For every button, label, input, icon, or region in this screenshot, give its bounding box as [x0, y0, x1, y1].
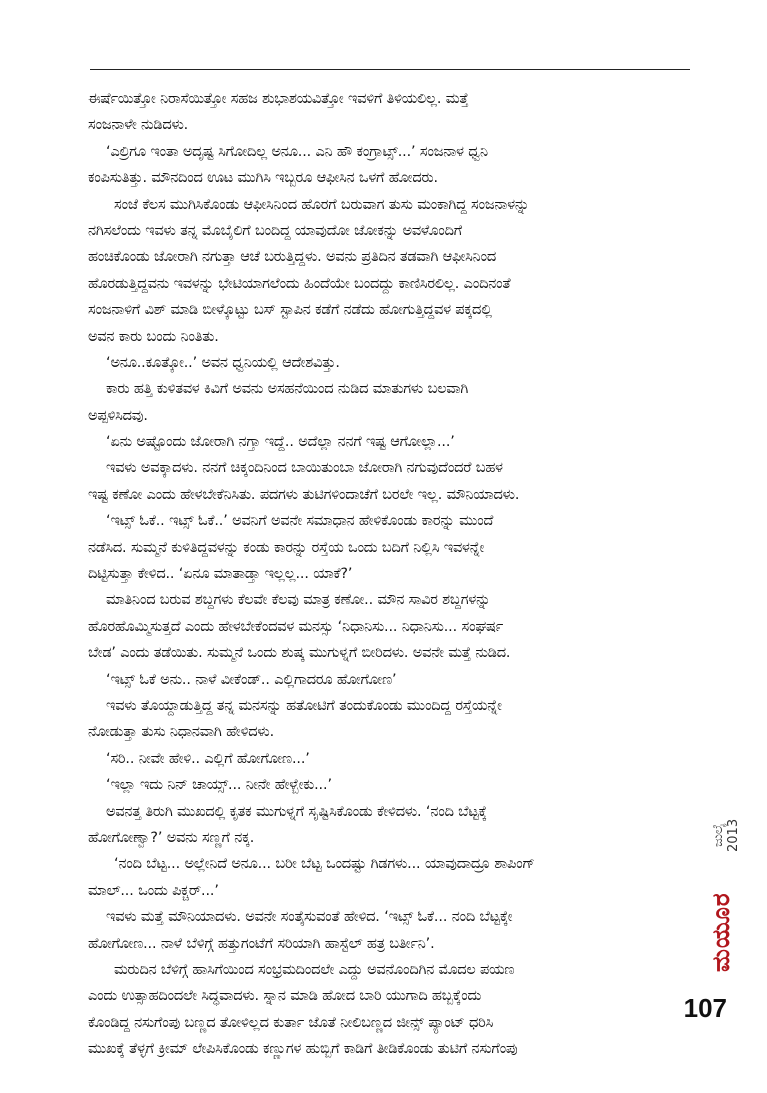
text-line: ಹೋಗೋಣ... ನಾಳೆ ಬೆಳಿಗ್ಗೆ ಹತ್ತುಗಂಟೆಗೆ ಸರಿಯಾಗಿ ಹಾಸ್ಟೆಲ್ ಹತ್ರ ಬರ್ತೀನಿ’. — [88, 935, 435, 952]
magazine-side-mark — [707, 805, 741, 995]
magazine-logo: ಮಯೂರ — [707, 892, 735, 972]
text-line: ಮುಖಕ್ಕೆ ತೆಳ್ಳಗೆ ಕ್ರೀಮ್ ಲೇಪಿಸಿಕೊಂಡು ಕಣ್ಣುಗಳ ಹುಬ್ಬಿಗೆ ಕಾಡಿಗೆ ತೀಡಿಕೊಂಡು ತುಟಿಗೆ ನಸುಗೆಂಪು — [88, 1041, 518, 1058]
text-line: ಸಂಜನಾಳಿಗೆ ವಿಶ್ ಮಾಡಿ ಬೀಳ್ಕೊಟ್ಟು ಬಸ್ ಸ್ಟಾಪಿನ ಕಡೆಗೆ ನಡೆದು ಹೋಗುತ್ತಿದ್ದವಳ ಪಕ್ಕದಲ್ಲಿ — [88, 302, 492, 319]
page-number: 107 — [683, 993, 727, 1023]
text-line: ಈರ್ಷೆಯಿತ್ತೋ ನಿರಾಸೆಯಿತ್ತೋ ಸಹಜ ಶುಭಾಶಯವಿತ್ತೋ ಇವಳಿಗೆ ತಿಳಿಯಲಿಲ್ಲ. ಮತ್ತೆ — [88, 91, 469, 107]
text-line: ಹೊರಹೊಮ್ಮಿಸುತ್ತದೆ ಎಂದು ಹೇಳಬೇಕೆಂದವಳ ಮನಸ್ಸು ‘ನಿಧಾನಿಸು... ನಿಧಾನಿಸು... ಸಂಘರ್ಷ — [88, 618, 504, 635]
text-line: ಹೋಗೋಣ್ವಾ?’ ಅವನು ಸಣ್ಣಗೆ ನಕ್ಕ. — [88, 829, 255, 846]
text-line: ಕೊಂಡಿದ್ದ ನಸುಗೆಂಪು ಬಣ್ಣದ ತೋಳಿಲ್ಲದ ಕುರ್ತಾ ಜೊತೆ ನೀಲಿಬಣ್ಣದ ಜೀನ್ಸ್ ಪ್ಯಾಂಟ್ ಧರಿಸಿ — [88, 1014, 494, 1031]
text-line: ಹೊರಡುತ್ತಿದ್ದವನು ಇವಳನ್ನು ಭೇಟಿಯಾಗಲೆಂದು ಹಿಂದೆಯೇ ಬಂದದ್ದು ಕಾಣಿಸಿರಲಿಲ್ಲ. ಎಂದಿನಂತೆ — [88, 275, 511, 292]
text-line: ‘ಎಲ್ರಿಗೂ ಇಂತಾ ಅದೃಷ್ಟ ಸಿಗೋದಿಲ್ಲ ಅನೂ... ಎನಿ ಹೌ ಕಂಗ್ರಾಟ್ಸ್...’ ಸಂಜನಾಳ ಧ್ವನಿ — [106, 143, 488, 160]
text-line: ಬೇಡ’ ಎಂದು ತಡೆಯಿತು. ಸುಮ್ಮನೆ ಒಂದು ಶುಷ್ಕ ಮುಗುಳ್ನಗೆ ಬೀರಿದಳು. ಅವನೇ ಮತ್ತೆ ನುಡಿದ. — [88, 645, 511, 662]
article-body — [88, 86, 678, 1062]
text-line: ‘ನಂದಿ ಬೆಟ್ಟ... ಅಲ್ಲೇನಿದೆ ಅನೂ... ಬರೀ ಬೆಟ್ಟ ಒಂದಷ್ಟು ಗಿಡಗಳು... ಯಾವುದಾದ್ರೂ ಶಾಪಿಂಗ್ — [114, 856, 535, 873]
text-line: ‘ಇಟ್ಸ್ ಓಕೆ ಅನು.. ನಾಳೆ ವೀಕೆಂಡ್.. ಎಲ್ಲಿಗಾದರೂ ಹೋಗೋಣ’ — [106, 671, 397, 688]
text-line: ಸಂಜೆ ಕೆಲಸ ಮುಗಿಸಿಕೊಂಡು ಆಫೀಸಿನಿಂದ ಹೊರಗೆ ಬರುವಾಗ ತುಸು ಮಂಕಾಗಿದ್ದ ಸಂಜನಾಳನ್ನು — [114, 196, 530, 213]
issue-date: ಜುಲೈ 2013 — [711, 818, 741, 852]
text-line: ಅವನತ್ತ ತಿರುಗಿ ಮುಖದಲ್ಲಿ ಕೃತಕ ಮುಗುಳ್ನಗೆ ಸೃಷ್ಟಿಸಿಕೊಂಡು ಕೇಳಿದಳು. ‘ನಂದಿ ಬೆಟ್ಟಕ್ಕೆ — [106, 803, 487, 820]
text-line: ಹಂಚಿಕೊಂಡು ಜೋರಾಗಿ ನಗುತ್ತಾ ಆಚೆ ಬರುತ್ತಿದ್ದಳು. ಅವನು ಪ್ರತಿದಿನ ತಡವಾಗಿ ಆಫೀಸಿನಿಂದ — [88, 249, 496, 266]
text-line: ಅವನ ಕಾರು ಬಂದು ನಿಂತಿತು. — [88, 328, 219, 345]
text-line: ನಡೆಸಿದ. ಸುಮ್ಮನೆ ಕುಳಿತಿದ್ದವಳನ್ನು ಕಂಡು ಕಾರನ್ನು ರಸ್ತೆಯ ಒಂದು ಬದಿಗೆ ನಿಲ್ಲಿಸಿ ಇವಳನ್ನೇ — [88, 539, 485, 556]
text-line: ಇವಳು ತೊಯ್ದಾಡುತ್ತಿದ್ದ ತನ್ನ ಮನಸನ್ನು ಹತೋಟಿಗೆ ತಂದುಕೊಂಡು ಮುಂದಿದ್ದ ರಸ್ತೆಯನ್ನೇ — [106, 697, 502, 714]
text-line: ಇವಳು ಮತ್ತೆ ಮೌನಿಯಾದಳು. ಅವನೇ ಸಂತೈಸುವಂತೆ ಹೇಳಿದ. ‘ಇಟ್ಸ್ ಓಕೆ... ನಂದಿ ಬೆಟ್ಟಕ್ಕೇ — [106, 909, 513, 926]
text-line: ಅಪ್ಪಳಿಸಿದವು. — [88, 407, 148, 424]
text-line: ‘ಅನೂ..ಕೂತ್ಕೋ..’ ಅವನ ಧ್ವನಿಯಲ್ಲಿ ಆದೇಶವಿತ್ತು. — [106, 354, 340, 371]
text-line: ಮಾತಿನಿಂದ ಬರುವ ಶಬ್ದಗಳು ಕೆಲವೇ ಕೆಲವು ಮಾತ್ರ ಕಣೋ.. ಮೌನ ಸಾವಿರ ಶಬ್ದಗಳನ್ನು — [106, 592, 491, 609]
text-line: ಕಂಪಿಸುತಿತ್ತು. ಮೌನದಿಂದ ಊಟ ಮುಗಿಸಿ ಇಬ್ಬರೂ ಆಫೀಸಿನ ಒಳಗೆ ಹೋದರು. — [88, 170, 438, 187]
text-line: ‘ಸರಿ.. ನೀವೇ ಹೇಳಿ.. ಎಲ್ಲಿಗೆ ಹೋಗೋಣ...’ — [106, 750, 310, 767]
text-line: ನೋಡುತ್ತಾ ತುಸು ನಿಧಾನವಾಗಿ ಹೇಳಿದಳು. — [88, 724, 275, 741]
text-line: ‘ಇಟ್ಸ್ ಓಕೆ.. ಇಟ್ಸ್ ಓಕೆ..’ ಅವನಿಗೆ ಅವನೇ ಸಮಾಧಾನ ಹೇಳಿಕೊಂಡು ಕಾರನ್ನು ಮುಂದೆ — [106, 513, 494, 530]
text-line: ಎಂದು ಉತ್ಸಾಹದಿಂದಲೇ ಸಿದ್ಧವಾದಳು. ಸ್ನಾನ ಮಾಡಿ ಹೋದ ಬಾರಿ ಯುಗಾದಿ ಹಬ್ಬಕ್ಕೆಂದು — [88, 988, 482, 1005]
text-line: ಇಷ್ಟ ಕಣೋ ಎಂದು ಹೇಳಬೇಕೆನಿಸಿತು. ಪದಗಳು ತುಟಿಗಳಿಂದಾಚೆಗೆ ಬರಲೇ ಇಲ್ಲ. ಮೌನಿಯಾದಳು. — [88, 486, 520, 503]
text-line: ಸಂಜನಾಳೇ ನುಡಿದಳು. — [88, 117, 189, 134]
text-line: ‘ಏನು ಅಷ್ಟೊಂದು ಜೋರಾಗಿ ನಗ್ತಾ ಇದ್ದೆ.. ಅದೆಲ್ಲಾ ನನಗೆ ಇಷ್ಟ ಆಗೋಲ್ಲಾ...’ — [106, 434, 455, 451]
text-line: ಇವಳು ಅವಕ್ಕಾದಳು. ನನಗೆ ಚಿಕ್ಕಂದಿನಿಂದ ಬಾಯಿತುಂಬಾ ಜೋರಾಗಿ ನಗುವುದೆಂದರೆ ಬಹಳ — [106, 460, 503, 477]
text-line: ಮಾಲ್... ಒಂದು ಪಿಕ್ಚರ್...’ — [88, 882, 219, 899]
text-line: ಮರುದಿನ ಬೆಳಿಗ್ಗೆ ಹಾಸಿಗೆಯಿಂದ ಸಂಭ್ರಮದಿಂದಲೇ ಎದ್ದು ಅವನೊಂದಿಗಿನ ಮೊದಲ ಪಯಣ — [114, 961, 515, 978]
text-line: ಕಾರು ಹತ್ತಿ ಕುಳಿತವಳ ಕಿವಿಗೆ ಅವನು ಅಸಹನೆಯಿಂದ ನುಡಿದ ಮಾತುಗಳು ಬಲವಾಗಿ — [106, 381, 469, 398]
text-line: ನಗಿಸಲೆಂದು ಇವಳು ತನ್ನ ಮೊಬೈಲಿಗೆ ಬಂದಿದ್ದ ಯಾವುದೋ ಜೋಕನ್ನು ಅವಳೊಂದಿಗೆ — [88, 222, 462, 239]
top-rule — [90, 69, 690, 70]
text-line: ‘ಇಲ್ಲಾ ಇದು ನಿನ್ ಚಾಯ್ಸ್... ನೀನೇ ಹೇಳ್ಬೇಕು...’ — [106, 777, 332, 794]
text-line: ದಿಟ್ಟಿಸುತ್ತಾ ಕೇಳಿದ.. ‘ಏನೂ ಮಾತಾಡ್ತಾ ಇಲ್ಲಲ್ಲ... ಯಾಕೆ?’ — [88, 566, 353, 583]
